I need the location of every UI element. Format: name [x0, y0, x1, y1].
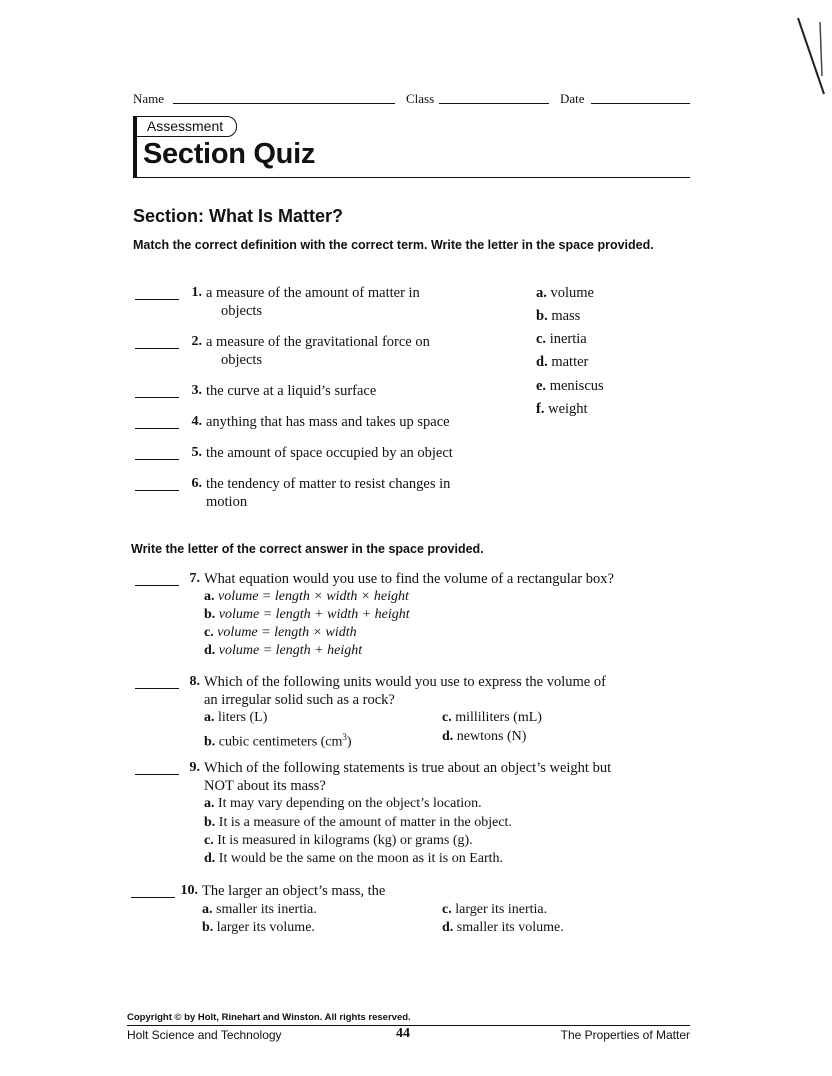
- answer-blank[interactable]: [135, 490, 179, 491]
- answer-option: d. newtons (N): [442, 729, 527, 744]
- term-item: d. matter: [536, 354, 589, 370]
- answer-option: b. It is a measure of the amount of matter in the object.: [204, 815, 512, 830]
- page-title: Section Quiz: [143, 138, 316, 170]
- question-number: 3.: [191, 383, 202, 398]
- term-item: b. mass: [536, 308, 581, 324]
- question-text: anything that has mass and takes up space: [206, 414, 450, 430]
- question-number: 1.: [191, 285, 202, 300]
- question-text: the tendency of matter to resist changes in: [206, 476, 451, 492]
- question-text-cont: objects: [221, 303, 263, 319]
- answer-option: a. volume = length × width × height: [204, 589, 409, 604]
- scan-corner-mark: [796, 16, 826, 96]
- answer-option: d. It would be the same on the moon as it is on Earth.: [204, 851, 504, 866]
- question-text: Which of the following statements is true about an object’s weight but: [204, 760, 612, 776]
- question-number: 10.: [180, 883, 198, 898]
- answer-option: d. volume = length + height: [204, 643, 363, 658]
- question-number: 5.: [191, 445, 202, 460]
- section-title: Section: What Is Matter?: [133, 206, 344, 226]
- mc-instructions: Write the letter of the correct answer in the space provided.: [131, 542, 484, 556]
- matching-instructions: Match the correct definition with the correct term. Write the letter in the space provided.: [133, 238, 654, 252]
- footer-book-title: Holt Science and Technology: [127, 1028, 282, 1042]
- answer-option: c. milliliters (mL): [442, 710, 542, 725]
- question-text: the curve at a liquid’s surface: [206, 383, 377, 399]
- assessment-tag: Assessment: [133, 116, 237, 137]
- answer-blank[interactable]: [135, 774, 179, 775]
- answer-option: c. It is measured in kilograms (kg) or grams (g).: [204, 833, 473, 848]
- term-item: a. volume: [536, 285, 594, 301]
- answer-blank[interactable]: [131, 897, 175, 898]
- name-field[interactable]: [173, 103, 395, 104]
- answer-option: c. larger its inertia.: [442, 902, 548, 917]
- answer-blank[interactable]: [135, 688, 179, 689]
- question-text: the amount of space occupied by an object: [206, 445, 453, 461]
- answer-blank[interactable]: [135, 585, 179, 586]
- copyright-notice: Copyright © by Holt, Rinehart and Winston. All rights reserved.: [127, 1012, 411, 1023]
- date-label: Date: [560, 91, 585, 106]
- answer-option: c. volume = length × width: [204, 625, 357, 640]
- term-item: f. weight: [536, 401, 588, 417]
- question-text-cont: an irregular solid such as a rock?: [204, 692, 395, 708]
- answer-blank[interactable]: [135, 299, 179, 300]
- date-field[interactable]: [591, 103, 690, 104]
- question-number: 6.: [191, 476, 202, 491]
- question-text: a measure of the gravitational force on: [206, 334, 430, 350]
- answer-blank[interactable]: [135, 348, 179, 349]
- footer-chapter-title: The Properties of Matter: [560, 1028, 690, 1042]
- question-number: 9.: [189, 760, 200, 775]
- class-field[interactable]: [439, 103, 549, 104]
- answer-option: b. larger its volume.: [202, 920, 315, 935]
- answer-option: a. liters (L): [204, 710, 268, 725]
- page-number: 44: [396, 1026, 410, 1041]
- question-text: What equation would you use to find the volume of a rectangular box?: [204, 571, 614, 587]
- name-label: Name: [133, 91, 165, 106]
- answer-option: b. volume = length + width + height: [204, 607, 410, 622]
- question-text: a measure of the amount of matter in: [206, 285, 420, 301]
- term-item: e. meniscus: [536, 378, 604, 394]
- title-divider: [133, 177, 690, 178]
- answer-option: a. smaller its inertia.: [202, 902, 317, 917]
- question-number: 4.: [191, 414, 202, 429]
- question-number: 7.: [189, 571, 200, 586]
- answer-blank[interactable]: [135, 428, 179, 429]
- question-text: The larger an object’s mass, the: [202, 883, 386, 899]
- question-number: 8.: [189, 674, 200, 689]
- answer-option: a. It may vary depending on the object’s location.: [204, 796, 482, 811]
- question-text-cont: objects: [221, 352, 263, 368]
- question-text-cont: motion: [206, 494, 248, 510]
- answer-option: b. cubic centimeters $(cm^3)$: [204, 732, 352, 750]
- question-number: 2.: [191, 334, 202, 349]
- class-label: Class: [406, 91, 435, 106]
- question-text-cont: NOT about its mass?: [204, 778, 326, 794]
- question-text: Which of the following units would you use to express the volume of: [204, 674, 606, 690]
- term-item: c. inertia: [536, 331, 587, 347]
- answer-option: d. smaller its volume.: [442, 920, 564, 935]
- answer-blank[interactable]: [135, 397, 179, 398]
- answer-blank[interactable]: [135, 459, 179, 460]
